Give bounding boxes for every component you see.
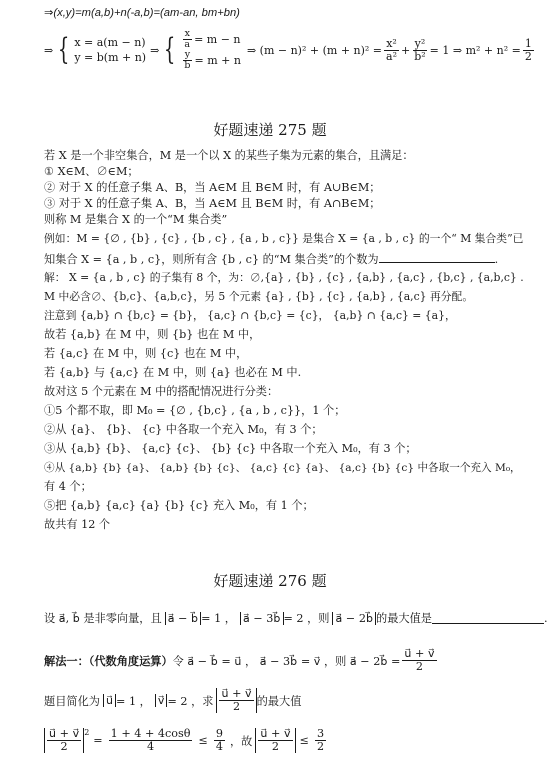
- abs-u-plus-v-half: $\frac{u⃗ + v⃗}{2}$: [216, 688, 256, 713]
- p276-final-computation: $\frac{u⃗ + v⃗}{2}$ $^2$ = $\frac{1 + 4 + 4\cos\theta}{4}$ ≤ $\frac{9}{4}$ ，故 $\frac{u⃗ + v⃗}{2}$ ≤ $\frac{3}{2}$: [44, 728, 328, 753]
- p276-question: 设 a⃗, b⃗ 是非零向量，且 a⃗ − b⃗ = 1 ， a⃗ − 3b⃗ = 2 ，则 a⃗ − 2b⃗ 的最大值是 .: [44, 611, 548, 625]
- ellipse-equation-mid: = 1 ⇒ m² + n² =: [429, 43, 521, 57]
- p275-line: 注意到 {a,b} ∩ {b,c} = {b}， {a,c} ∩ {b,c} = {c}， {a,b} ∩ {a,c} = {a}，: [44, 309, 456, 322]
- p275-line: 故若 {a,b} 在 M 中，则 {b} 也在 M 中，: [44, 328, 261, 341]
- p275-example-line: 例如：M = {∅ , {b} , {c} , {b , c} , {a , b , c}} 是集合 X = {a , b , c} 的一个“ M 集合类”已: [44, 232, 524, 245]
- p275-case-4: ④从 {a,b} {b} {a}、 {a,b} {b} {c}、 {a,c} {c} {a}、 {a,c} {b} {c} 中各取一个充入 M₀，: [44, 462, 521, 474]
- implies-symbol: ⇒: [150, 43, 160, 57]
- system-two-eq1: $\frac{x}{a}$ = m − n: [184, 28, 241, 50]
- left-brace: {: [58, 32, 70, 67]
- p275-case-3: ③从 {a,b} {b}、 {a,c} {c}、 {b} {c} 中各取一个充入 M₀，有 3 个；: [44, 442, 417, 455]
- answer-blank: [432, 613, 544, 624]
- abs-u-plus-v-half: $\frac{u⃗ + v⃗}{2}$: [255, 728, 295, 753]
- abs-u-plus-v-half: $\frac{u⃗ + v⃗}{2}$: [44, 728, 84, 753]
- p275-line: 若 {a,b} 与 {a,c} 在 M 中，则 {a} 也必在 M 中.: [44, 366, 302, 379]
- fraction-nine-quarters: $\frac{9}{4}$: [215, 727, 223, 753]
- system-one-eq2: y = b(m + n): [74, 51, 147, 64]
- p276-simplified: 题目简化为 u⃗ = 1 ， v⃗ = 2 ，求 $\frac{u⃗ + v⃗}{2}$ 的最大值: [44, 687, 302, 713]
- abs-a-minus-3b: a⃗ − 3b⃗: [240, 612, 284, 625]
- vector-decomposition-line: ⇒(x,y)=m(a,b)+n(-a,b)=(am-an, bm+bn): [44, 7, 240, 19]
- p275-conclusion: 故共有 12 个: [44, 518, 111, 531]
- p275-line: 若 X 是一个非空集合，M 是一个以 X 的某些子集为元素的集合，且满足：: [44, 149, 414, 162]
- p275-line: ① X∈M、∅∈M；: [44, 165, 139, 178]
- p276-method-one: 解法一：（代数角度运算） 令 a⃗ − b⃗ = u⃗ ， a⃗ − 3b⃗ = v⃗ ，则 a⃗ − 2b⃗ = $\frac{u⃗ + v⃗}{2}$: [44, 647, 435, 673]
- system-equations-row: ⇒ { x = a(m − n) y = b(m + n) ⇒ { $\frac{x}{a}$ = m − n $\frac{y}{b}$ = m + n ⇒ (m − n)² + (m + n)² = $\frac{\text{x²}}{\text{a²}}$ + $\frac{\text{y²}}{\text{b²}}$ = 1 ⇒ m² + n² = $\frac{1}{2}$: [44, 28, 532, 71]
- system-one-eq1: x = a(m − n): [74, 36, 146, 49]
- fraction-x2-a2: $\frac{\text{x²}}{\text{a²}}$: [386, 36, 397, 63]
- p275-line: 若 {a,c} 在 M 中，则 {c} 也在 M 中，: [44, 347, 248, 360]
- fraction-u-plus-v-over-2: $\frac{u⃗ + v⃗}{2}$: [404, 647, 435, 673]
- problem-276-title: 好题速递 276 题: [213, 572, 327, 590]
- p275-case-1: ①5 个都不取，即 M₀ = {∅ , {b,c} , {a , b , c}}，1 个；: [44, 404, 346, 417]
- p275-line: ③ 对于 X 的任意子集 A、B，当 A∈M 且 B∈M 时，有 A∩B∈M；: [44, 197, 381, 210]
- ellipse-equation-left: ⇒ (m − n)² + (m + n)² =: [246, 43, 383, 57]
- answer-blank: [379, 252, 495, 263]
- p275-line: 则称 M 是集合 X 的一个“M 集合类”: [44, 213, 228, 226]
- problem-275-title: 好题速递 275 题: [213, 121, 327, 139]
- left-brace: {: [164, 32, 176, 67]
- p275-line: M 中必含∅、{b,c}、{a,b,c}，另 5 个元素 {a} , {b} , {c} , {a,b} , {a,c} 再分配。: [44, 290, 474, 303]
- system-one: [74, 35, 146, 65]
- abs-a-minus-2b: a⃗ − 2b⃗: [332, 612, 376, 625]
- implies-symbol: ⇒: [44, 43, 54, 57]
- p275-line: ② 对于 X 的任意子集 A、B，当 A∈M 且 B∈M 时，有 A∪B∈M；: [44, 181, 381, 194]
- method-one-label: 解法一：（代数角度运算）: [44, 653, 173, 668]
- exponent-two: 2: [84, 728, 90, 737]
- fraction-one-half: $\frac{1}{2}$: [524, 36, 532, 63]
- abs-v: v⃗: [155, 694, 168, 707]
- system-two: [180, 29, 241, 71]
- p275-case-2: ②从 {a}、 {b}、 {c} 中各取一个充入 M₀，有 3 个；: [44, 423, 323, 436]
- fraction-cos-expression: $\frac{1 + 4 + 4\cos\theta}{4}$: [110, 727, 191, 753]
- fraction-y2-b2: $\frac{\text{y²}}{\text{b²}}$: [414, 36, 426, 63]
- abs-u: u⃗: [103, 694, 116, 707]
- fraction-three-halves: $\frac{3}{2}$: [316, 727, 325, 753]
- p275-line: 故对这 5 个元素在 M 中的搭配情况进行分类：: [44, 385, 279, 398]
- abs-a-minus-b: a⃗ − b⃗: [165, 612, 201, 625]
- p275-solution-line: 解： X = {a , b , c} 的子集有 8 个，为：∅,{a} , {b} , {c} , {a,b} , {a,c} , {b,c} , {a,b,c} .: [44, 271, 524, 284]
- p275-question-line: 知集合 X = {a , b , c}，则所有含 {b , c} 的“M 集合类”的个数为 .: [44, 253, 499, 266]
- p275-case-4-cont: 有 4 个；: [44, 480, 92, 493]
- p275-case-5: ⑤把 {a,b} {a,c} {a} {b} {c} 充入 M₀，有 1 个；: [44, 499, 314, 512]
- system-two-eq2: $\frac{y}{b}$ = m + n: [184, 49, 241, 71]
